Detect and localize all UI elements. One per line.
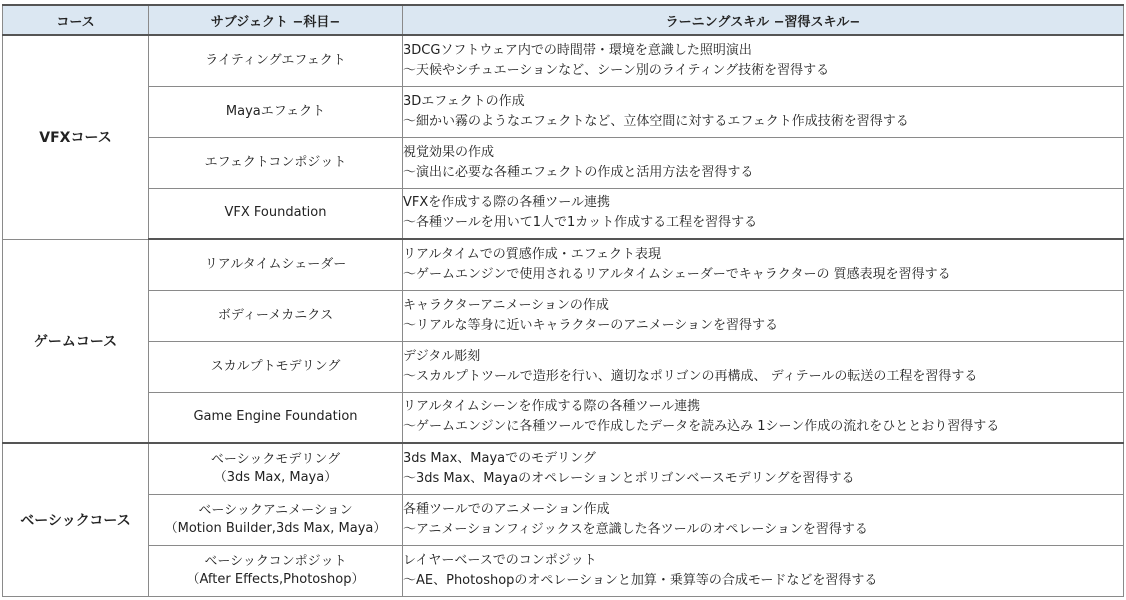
skill-cell [403,188,1124,239]
skill-detail: 〜各種ツールを用いて1人で1カット作成する工程を習得する [403,215,758,231]
subject-text: ベーシックモデリング [210,451,341,467]
skill-detail: 〜アニメーションフィジックスを意識した各ツールのオペレーションを習得する [403,521,868,537]
table-row [3,494,1124,545]
skill-detail: 〜ゲームエンジンで使用されるリアルタイムシェーダーでキャラクターの 質感表現を習得する [403,266,951,282]
subject-cell [149,35,403,86]
skill-detail: 〜リアルな等身に近いキャラクターのアニメーションを習得する [403,317,779,333]
skill-title: 3DCGソフトウェア内での時間帯・環境を意識した照明演出 [403,42,752,58]
subject-tools: （Motion Builder,3ds Max, Maya） [164,520,387,536]
skill-detail: 〜演出に必要な各種エフェクトの作成と活用方法を習得する [403,164,754,180]
subject-cell [149,188,403,239]
skill-title: デジタル彫刻 [403,348,481,364]
table-row [3,35,1124,86]
course-cell-vfx: VFXコース [3,35,149,239]
subject-text: ライティングエフェクト [205,52,346,68]
table-row [3,392,1124,443]
skill-title: キャラクターアニメーションの作成 [403,297,609,313]
skill-cell [403,494,1124,545]
table-row [3,86,1124,137]
subject-text: スカルプトモデリング [210,358,341,374]
skill-title: 3ds Max、Mayaでのモデリング [403,450,596,466]
skill-detail: 〜3ds Max、Mayaのオペレーションとポリゴンベースモデリングを習得する [403,470,855,486]
table-row [3,443,1124,494]
subject-cell [149,392,403,443]
header-subject: サブジェクト −科目− [149,5,403,35]
subject-text: エフェクトコンポジット [204,154,347,170]
subject-text: ベーシックアニメーション [198,502,353,518]
skill-detail: 〜細かい霧のようなエフェクトなど、立体空間に対するエフェクト作成技術を習得する [403,113,909,129]
table-row [3,341,1124,392]
subject-cell [149,341,403,392]
skill-cell [403,341,1124,392]
subject-cell [149,239,403,290]
subject-cell [149,137,403,188]
table-row [3,239,1124,290]
subject-tools: （After Effects,Photoshop） [186,571,365,587]
subject-text: リアルタイムシェーダー [204,256,347,272]
skill-title: VFXを作成する際の各種ツール連携 [403,195,611,211]
skill-cell [403,86,1124,137]
skill-cell [403,137,1124,188]
table-row [3,545,1124,596]
subject-text: ベーシックコンポジット [204,553,347,569]
subject-tools: （3ds Max, Maya） [213,469,338,485]
subject-cell [149,545,403,596]
subject-cell [149,443,403,494]
skill-title: リアルタイムシーンを作成する際の各種ツール連携 [403,399,701,415]
header-row [3,5,1124,35]
course-cell-basic: ベーシックコース [3,443,149,596]
skill-cell [403,239,1124,290]
course-cell-game: ゲームコース [3,239,149,443]
subject-cell [149,290,403,341]
skill-cell [403,392,1124,443]
skill-cell [403,290,1124,341]
skill-title: 視覚効果の作成 [403,144,495,160]
skill-cell [403,545,1124,596]
header-skill: ラーニングスキル −習得スキル− [403,5,1124,35]
subject-text: Game Engine Foundation [193,409,358,425]
skill-detail: 〜スカルプトツールで造形を行い、適切なポリゴンの再構成、 ディテールの転送の工程を習得する [403,368,978,384]
skill-title: レイヤーベースでのコンポジット [403,552,597,568]
skill-cell [403,443,1124,494]
subject-cell [149,86,403,137]
header-course: コース [3,5,149,35]
skill-title: 3Dエフェクトの作成 [403,93,525,109]
subject-text: Mayaエフェクト [225,103,326,119]
table-row [3,188,1124,239]
table-row [3,290,1124,341]
skill-detail: 〜天候やシチュエーションなど、シーン別のライティング技術を習得する [403,62,830,78]
skill-detail: 〜ゲームエンジンに各種ツールで作成したデータを読み込み 1シーン作成の流れをひととおり習得する [403,419,1000,435]
subject-text: ボディーメカニクス [217,307,334,323]
subject-text: VFX Foundation [224,205,327,221]
subject-cell [149,494,403,545]
curriculum-table [2,4,1124,597]
table-row [3,137,1124,188]
skill-title: 各種ツールでのアニメーション作成 [403,501,610,517]
skill-cell [403,35,1124,86]
skill-detail: 〜AE、Photoshopのオペレーションと加算・乗算等の合成モードなどを習得する [403,572,878,588]
skill-title: リアルタイムでの質感作成・エフェクト表現 [403,246,662,262]
